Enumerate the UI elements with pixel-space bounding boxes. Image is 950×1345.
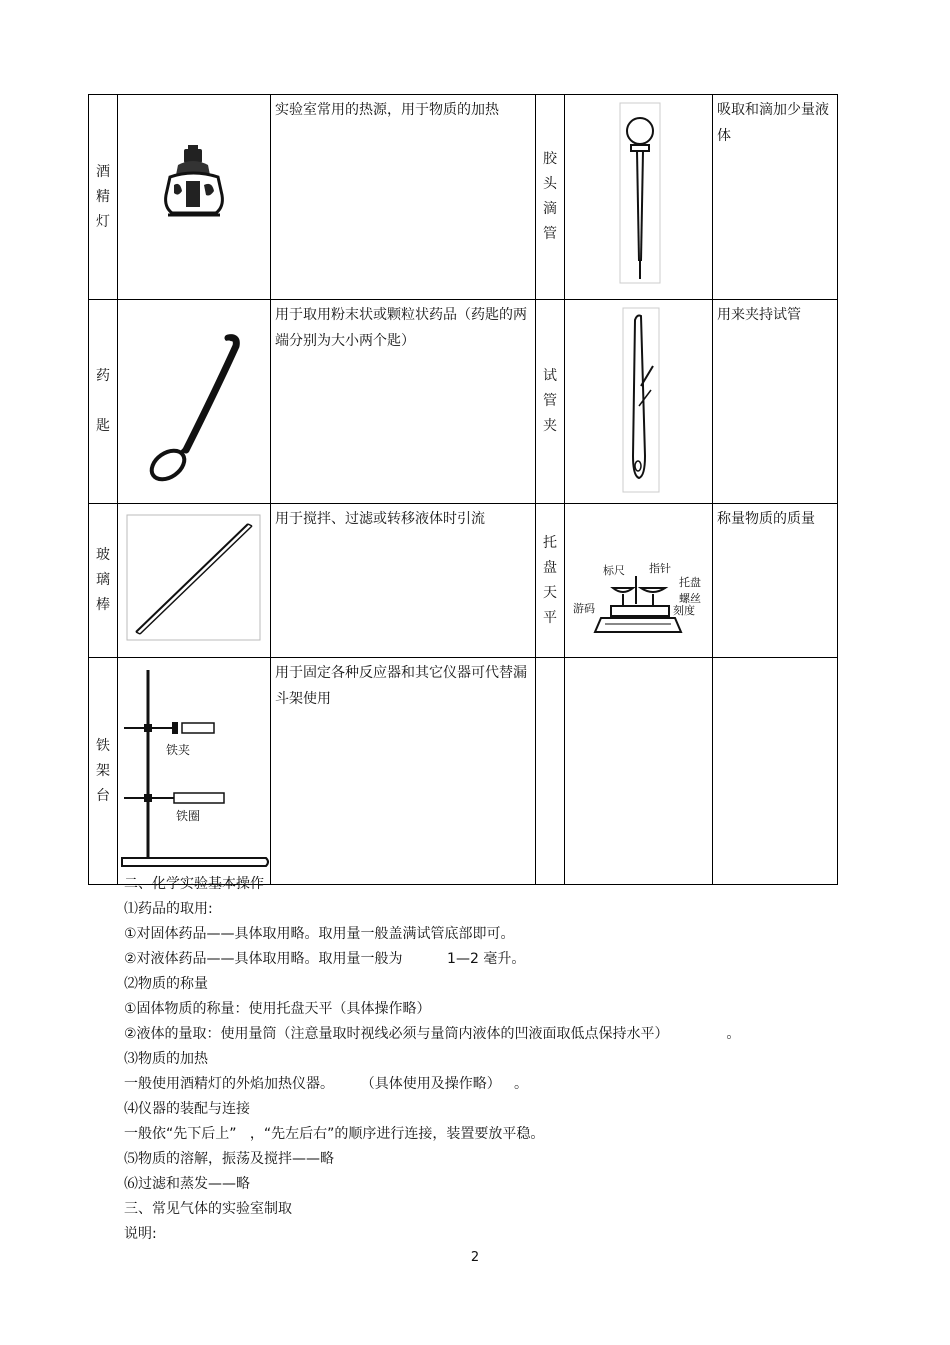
equipment-description-empty (713, 658, 838, 885)
text-line: ⑷仪器的装配与连接 (124, 1101, 250, 1117)
test-tube-clamp-icon (621, 306, 661, 494)
equipment-name: 试 管 夹 (536, 300, 565, 504)
balance-label-tray: 托盘 (679, 576, 701, 589)
page-number: 2 (470, 1250, 480, 1265)
text-line: ⑹过滤和蒸发——略 (124, 1176, 250, 1192)
section-heading: 三、常见气体的实验室制取 (124, 1201, 292, 1217)
equipment-image-cell (118, 504, 271, 658)
balance-label-ruler: 标尺 (603, 564, 625, 577)
iron-stand-icon (120, 666, 270, 872)
equipment-description: 用于取用粉末状或颗粒状药品（药匙的两端分别为大小两个匙） (271, 300, 536, 504)
equipment-image-cell (565, 95, 713, 300)
text-line: 说明: (124, 1226, 157, 1242)
balance-label-scale: 刻度 (673, 604, 695, 617)
equipment-table (88, 94, 838, 885)
balance-label-rider: 游码 (573, 602, 595, 615)
text-line: ①对固体药品——具体取用略。取用量一般盖满试管底部即可。 (124, 926, 515, 942)
equipment-image-cell (565, 300, 713, 504)
section-heading: 二、化学实验基本操作 (124, 876, 264, 892)
text-line: 一般使用酒精灯的外焰加热仪器。 （具体使用及操作略） 。 (124, 1076, 529, 1092)
equipment-name-empty (536, 658, 565, 885)
text-line: ⑸物质的溶解，振荡及搅拌——略 (124, 1151, 334, 1167)
glass-rod-icon (126, 514, 262, 642)
balance-label-pointer: 指针 (649, 562, 671, 575)
body-text (124, 872, 844, 1247)
table-row (89, 300, 838, 504)
balance-label-nut: 螺丝 (679, 592, 701, 605)
text-line: ②液体的量取：使用量筒（注意量取时视线必须与量筒内液体的凹液面取低点保持水平） 。 (124, 1026, 741, 1042)
equipment-image-cell (118, 658, 271, 885)
equipment-image-cell-empty (565, 658, 713, 885)
equipment-name: 玻 璃 棒 (89, 504, 118, 658)
equipment-name: 药 匙 (89, 300, 118, 504)
equipment-description: 称量物质的质量 (713, 504, 838, 658)
equipment-image-cell (118, 300, 271, 504)
equipment-name: 铁 架 台 (89, 658, 118, 885)
equipment-description: 用于搅拌、过滤或转移液体时引流 (271, 504, 536, 658)
equipment-name: 托 盘 天 平 (536, 504, 565, 658)
equipment-description: 实验室常用的热源，用于物质的加热 (271, 95, 536, 300)
text-line: ⑵物质的称量 (124, 976, 208, 992)
text-line: ⑴药品的取用: (124, 901, 213, 917)
equipment-description: 吸取和滴加少量液体 (713, 95, 838, 300)
spoon-icon (146, 330, 246, 490)
table-row (89, 658, 838, 885)
text-line: ①固体物质的称量：使用托盘天平（具体操作略） (124, 1001, 431, 1017)
equipment-image-cell (118, 95, 271, 300)
equipment-name: 胶 头 滴 管 (536, 95, 565, 300)
text-line: ②对液体药品——具体取用略。取用量一般为 1—2 毫升。 (124, 951, 526, 967)
balance-icon (571, 556, 711, 640)
dropper-icon (615, 101, 665, 286)
equipment-image-cell (565, 504, 713, 658)
equipment-description: 用来夹持试管 (713, 300, 838, 504)
text-line: ⑶物质的加热 (124, 1051, 208, 1067)
stand-label-clamp: 铁夹 (166, 743, 191, 757)
table-row (89, 504, 838, 658)
stand-label-ring: 铁圈 (176, 809, 201, 823)
equipment-description: 用于固定各种反应器和其它仪器可代替漏斗架使用 (271, 658, 536, 885)
alcohol-lamp-icon (160, 145, 230, 220)
equipment-name: 酒 精 灯 (89, 95, 118, 300)
text-line: 一般依“先下后上” ，“先左后右”的顺序进行连接，装置要放平稳。 (124, 1126, 545, 1142)
table-row (89, 95, 838, 300)
